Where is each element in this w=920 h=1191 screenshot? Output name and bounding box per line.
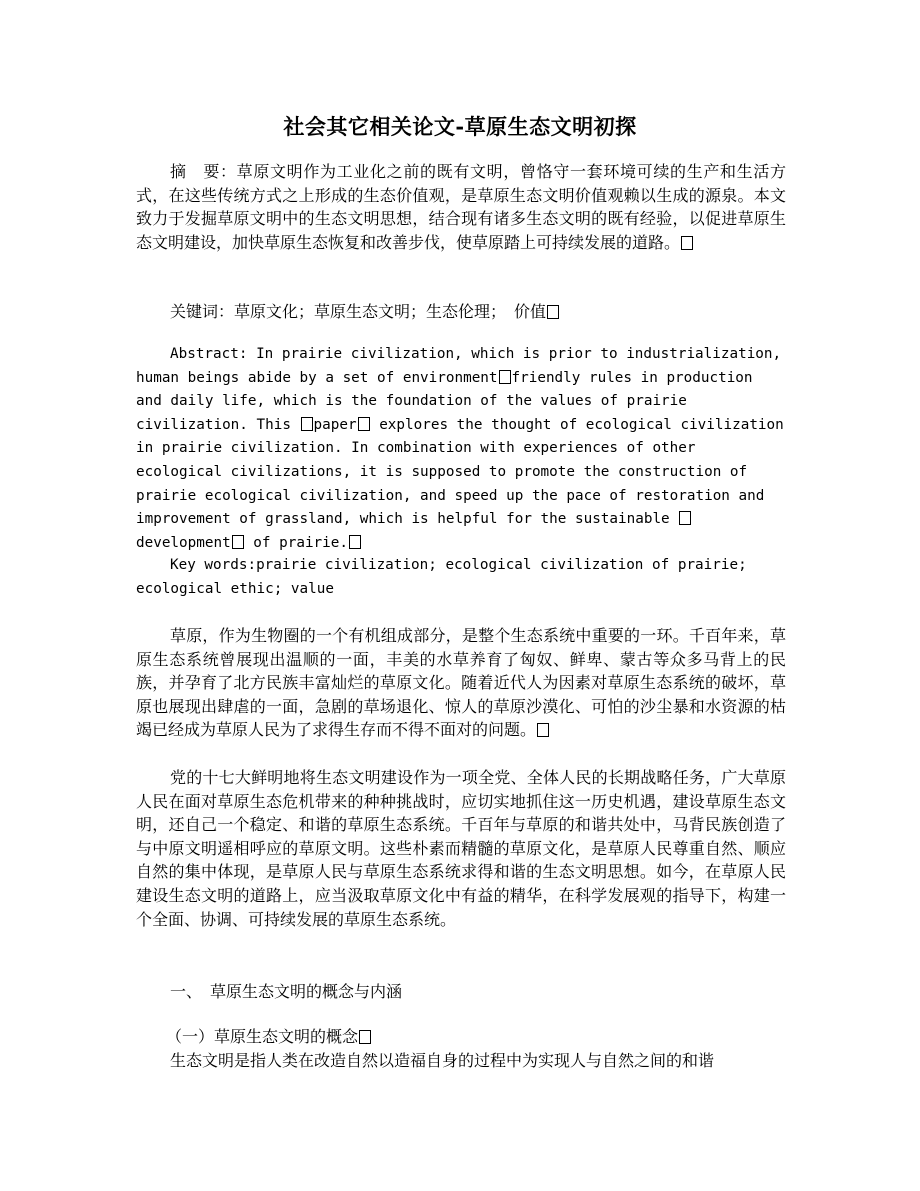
missing-glyph-icon [547, 305, 559, 319]
chinese-keywords [136, 300, 786, 324]
chinese-abstract [136, 160, 786, 254]
chinese-abstract-text: 摘 要：草原文明作为工业化之前的既有文明，曾恪守一套环境可续的生产和生活方式，在这些传统方式之上形成的生态价值观，是草原生态文明价值观赖以生成的源泉。本文致力于发掘草原文明中的生态文明思想，结合现有诸多生态文明的既有经验，以促进草原生态文明建设，加快草原生态恢复和改善步伐，使草原踏上可持续发展的道路。 [136, 162, 786, 252]
english-abstract-part-2: friendly rules in production and daily life, which is the foundation of the values of prairie civilization. This [136, 369, 753, 433]
section-heading-2-text: （一）草原生态文明的概念 [166, 1027, 359, 1046]
chinese-keywords-text: 关键词：草原文化；草原生态文明；生态伦理； 价值 [170, 302, 547, 321]
missing-glyph-icon [358, 417, 370, 431]
section-heading-1-text: 一、 草原生态文明的概念与内涵 [170, 982, 403, 1001]
page-title: 社会其它相关论文-草原生态文明初探 [283, 114, 637, 139]
english-abstract [136, 343, 786, 555]
missing-glyph-icon [359, 1030, 371, 1044]
missing-glyph-icon [499, 370, 511, 384]
section-heading-2 [136, 1025, 786, 1049]
english-abstract-part-4: explores the thought of ecological civilization in prairie civilization. In combination with experiences of other ecological civilizations, it is supposed to promote the construction of prairie ecological civilization, and speed up the pace of restoration and improvement of grassland, which is helpful for the sustainable [136, 416, 784, 528]
paragraph-1 [136, 624, 786, 742]
missing-glyph-icon [349, 535, 361, 549]
missing-glyph-icon [537, 723, 549, 737]
paragraph-2-text: 党的十七大鲜明地将生态文明建设作为一项全党、全体人民的长期战略任务，广大草原人民在面对草原生态危机带来的种种挑战时，应切实地抓住这一历史机遇，建设草原生态文明，还自己一个稳定、和谐的草原生态系统。千百年与草原的和谐共处中，马背民族创造了与中原文明遥相呼应的草原文明。这些朴素而精髓的草原文化，是草原人民尊重自然、顺应自然的集中体现，是草原人民与草原生态系统求得和谐的生态文明思想。如今，在草原人民建设生态文明的道路上，应当汲取草原文化中有益的精华，在科学发展观的指导下，构建一个全面、协调、可持续发展的草原生态系统。 [136, 768, 786, 929]
english-abstract-part-6: of prairie. [244, 534, 348, 551]
missing-glyph-icon [679, 511, 691, 525]
english-keywords-text: Key words:prairie civilization; ecological civilization of prairie; ecological ethic; value [136, 557, 747, 597]
missing-glyph-icon [301, 417, 313, 431]
section-heading-1 [136, 980, 786, 1004]
missing-glyph-icon [232, 535, 244, 549]
paragraph-3 [136, 1049, 786, 1073]
english-abstract-part-1: Abstract: In prairie civilization, which is prior to industrialization, human beings abide by a set of environment [136, 346, 782, 386]
paragraph-1-text: 草原，作为生物圈的一个有机组成部分，是整个生态系统中重要的一环。千百年来，草原生态系统曾展现出温顺的一面，丰美的水草养育了匈奴、鲜卑、蒙古等众多马背上的民族，并孕育了北方民族丰富灿烂的草原文化。随着近代人为因素对草原生态系统的破坏，草原也展现出肆虐的一面，急剧的草场退化、惊人的草原沙漠化、可怕的沙尘暴和水资源的枯竭已经成为草原人民为了求得生存而不得不面对的问题。 [136, 626, 786, 740]
paragraph-2 [136, 766, 786, 931]
missing-glyph-icon [681, 236, 693, 250]
english-abstract-part-5: development [136, 534, 231, 551]
paragraph-3-text: 生态文明是指人类在改造自然以造福自身的过程中为实现人与自然之间的和谐 [170, 1051, 715, 1070]
english-keywords [136, 554, 786, 601]
english-abstract-part-3: paper [313, 416, 357, 433]
